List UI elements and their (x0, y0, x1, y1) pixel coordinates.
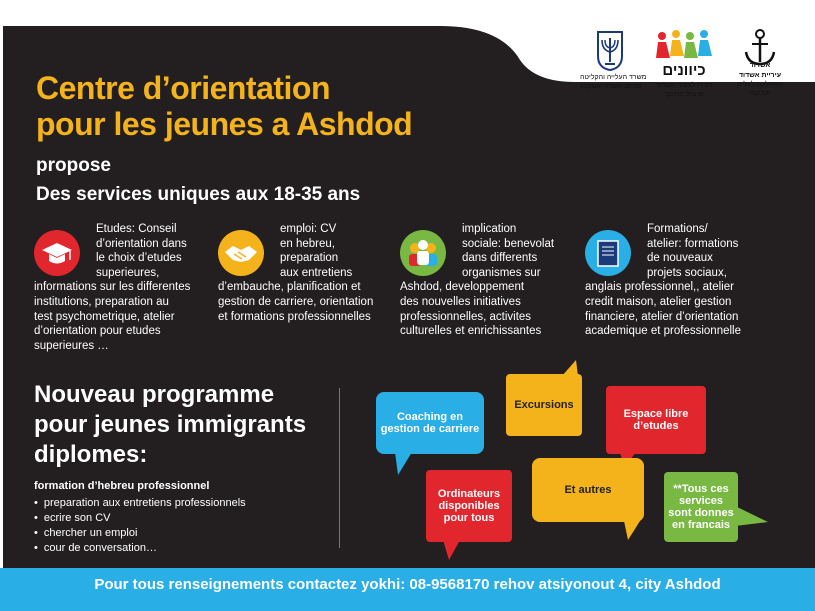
service-implication-line: dans differents (462, 252, 538, 265)
bubble-francais: **Tous ces services sont donnes en francais (664, 472, 738, 542)
kivunim-line2: מינהל החינוך (664, 91, 704, 98)
service-etudes-line: Etudes: Conseil (96, 223, 177, 235)
service-etudes-line: informations sur les differentes (34, 281, 191, 294)
title-line-1: Centre d’orientation (36, 70, 331, 106)
formation-title: formation d’hebreu professionnel (34, 480, 210, 492)
service-etudes-line: d’orientation pour etudes (34, 325, 161, 338)
list-item: • chercher un emploi (34, 526, 246, 541)
service-implication-line: culturelles et enrichissantes (400, 325, 542, 338)
service-etudes-line: superieures, (96, 266, 160, 279)
service-formations-line: academique et professionnelle (585, 325, 741, 338)
bubble-espace: Espace libre d’etudes (606, 386, 706, 454)
service-implication-line: implication (462, 223, 517, 235)
program-title-line-1: Nouveau programme (34, 381, 275, 408)
bubble-ordinateurs: Ordinateurs disponibles pour tous (426, 470, 512, 542)
list-item: • cour de conversation… (34, 541, 246, 556)
list-item: • ecrire son CV (34, 511, 246, 526)
program-title-line-3: diplomes: (34, 441, 148, 468)
service-emploi-line: preparation (280, 252, 339, 265)
service-emploi-line: en hebreu, (280, 237, 335, 250)
bubble-autres: Et autres (532, 458, 644, 522)
service-etudes-line: le choix d’etudes (96, 252, 182, 265)
service-formations-line: projets sociaux, (647, 266, 727, 279)
service-implication-line: des nouvelles initiatives (400, 295, 521, 308)
service-formations-line: atelier: formations (647, 237, 739, 250)
service-implication-line: Ashdod, developpement (400, 281, 525, 294)
title-line-2: pour les jeunes a Ashdod (36, 106, 413, 142)
service-emploi-line: d’embauche, planification et (218, 281, 361, 294)
service-etudes-line: superieures … (34, 339, 109, 352)
service-emploi-line: aux entretiens (280, 266, 353, 279)
city-dept: המחלקה לעליה (737, 81, 783, 88)
list-item: • preparation aux entretiens professionnels (34, 496, 246, 511)
subtitle: Des services uniques aux 18-35 ans (36, 184, 361, 205)
city-dept-2: וקליטה (749, 90, 771, 97)
service-emploi-line: emploi: CV (280, 223, 337, 235)
service-implication-line: organismes sur (462, 266, 541, 279)
service-etudes-line: institutions, preparation au (34, 295, 169, 308)
service-formations-line: credit maison, atelier gestion (585, 295, 732, 308)
bubble-coaching: Coaching en gestion de carriere (376, 392, 484, 454)
footer-contact: Pour tous renseignements contactez yokhi: 08-9568170 rehov atsiyonout 4, city Ashdod (94, 576, 721, 593)
ministry-name: משרד העלייה והקליטה (580, 74, 647, 81)
city-top: אשדוד (749, 62, 771, 69)
city-name: עיריית אשדוד (738, 72, 782, 79)
ministry-region: מרחב אשדוד-אשקלון (580, 83, 642, 90)
service-formations-line: financiere, atelier d’orientation (585, 310, 739, 323)
service-formations-line: Formations/ (647, 223, 708, 235)
service-emploi-line: gestion de carriere, orientation (218, 295, 374, 308)
service-implication-line: sociale: benevolat (462, 237, 555, 250)
service-formations-line: de nouveaux (647, 252, 713, 265)
service-etudes-line: test psychometrique, atelier (34, 310, 175, 323)
service-emploi-line: et formations professionnelles (218, 310, 371, 323)
service-implication-line: professionnelles, activites (400, 310, 532, 323)
bubble-excursions: Excursions (506, 374, 582, 436)
kivunim-name: כיוונים (662, 62, 706, 79)
kivunim-line1: הבית לצעירי אשדוד (655, 82, 713, 89)
service-formations-line: anglais professionnel,, atelier (585, 281, 734, 294)
service-etudes-line: d’orientation dans (96, 237, 187, 250)
propose-label: propose (36, 155, 111, 176)
program-title-line-2: pour jeunes immigrants (34, 411, 307, 438)
